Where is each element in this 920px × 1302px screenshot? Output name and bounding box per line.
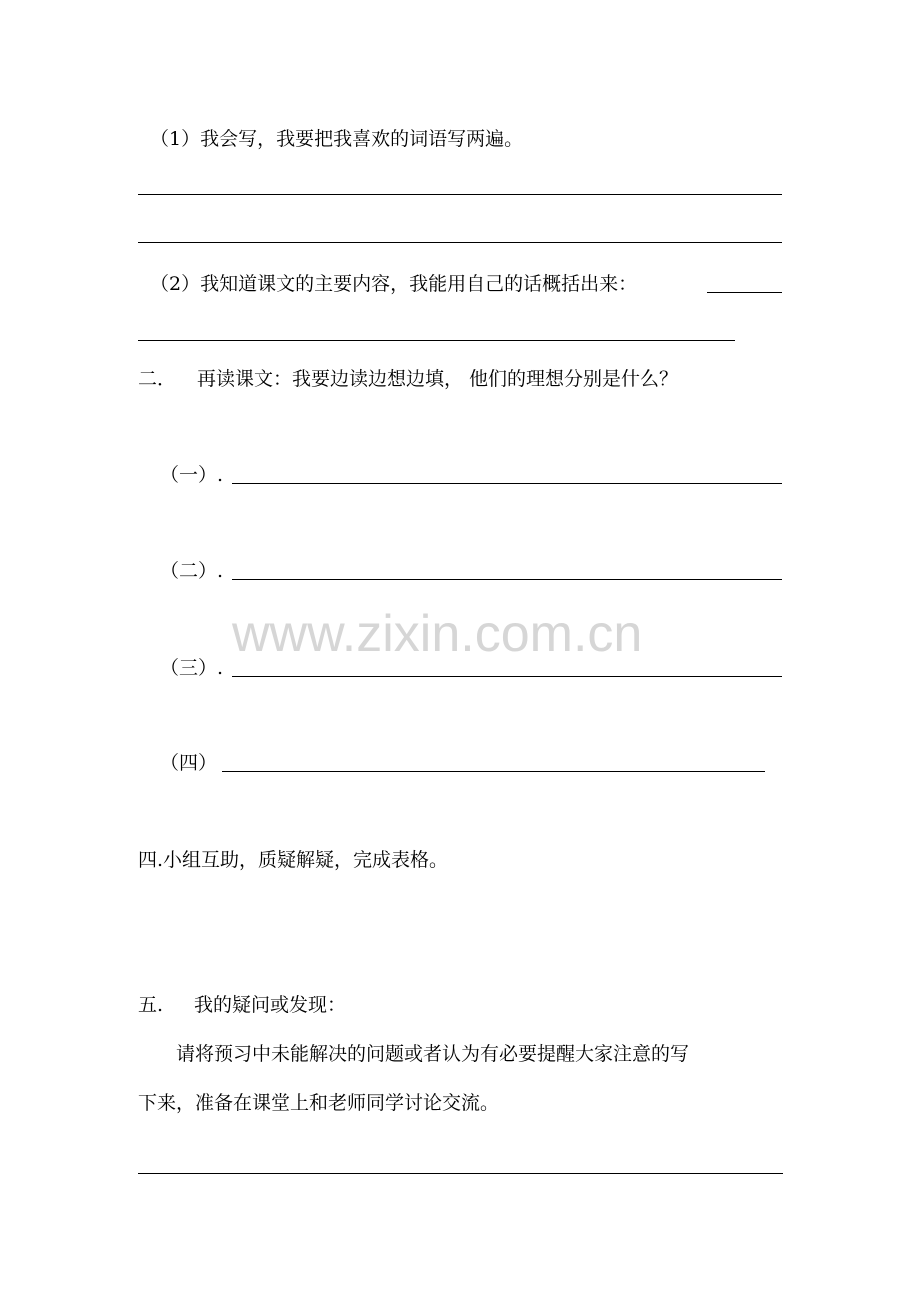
answer-line-2b[interactable] <box>138 340 735 341</box>
section-5-number: 五. <box>138 994 164 1016</box>
section-2-number: 二． <box>138 368 177 390</box>
item-4-answer-line[interactable] <box>222 771 765 772</box>
item-2-answer-line[interactable] <box>232 579 782 580</box>
answer-line-2a[interactable] <box>707 292 782 293</box>
item-3-answer-line[interactable] <box>232 676 782 677</box>
item-1-answer-line[interactable] <box>232 483 782 484</box>
section-5-paragraph-line-1: 请将预习中未能解决的问题或者认为有必要提醒大家注意的写 <box>176 1043 690 1065</box>
section-5-title: 我的疑问或发现： <box>194 994 347 1016</box>
item-3-label: （三）. <box>160 657 224 679</box>
item-4-label: （四） <box>160 752 218 774</box>
answer-line-1b[interactable] <box>138 242 782 243</box>
item-1-label: （一）. <box>160 464 224 486</box>
section-5-answer-line[interactable] <box>138 1173 783 1174</box>
question-2-text: （2）我知道课文的主要内容，我能用自己的话概括出来： <box>150 273 638 295</box>
section-5-paragraph-line-2: 下来，准备在课堂上和老师同学讨论交流。 <box>138 1092 500 1114</box>
question-1-text: （1）我会写，我要把我喜欢的词语写两遍。 <box>150 128 524 150</box>
answer-line-1a[interactable] <box>138 194 782 195</box>
item-2-label: （二）. <box>160 560 224 582</box>
watermark: www.zixin.com.cn <box>232 605 643 663</box>
section-4-title: 四.小组互助，质疑解疑，完成表格。 <box>138 849 449 871</box>
section-2-title: 再读课文：我要边读边想边填， 他们的理想分别是什么？ <box>197 368 679 390</box>
